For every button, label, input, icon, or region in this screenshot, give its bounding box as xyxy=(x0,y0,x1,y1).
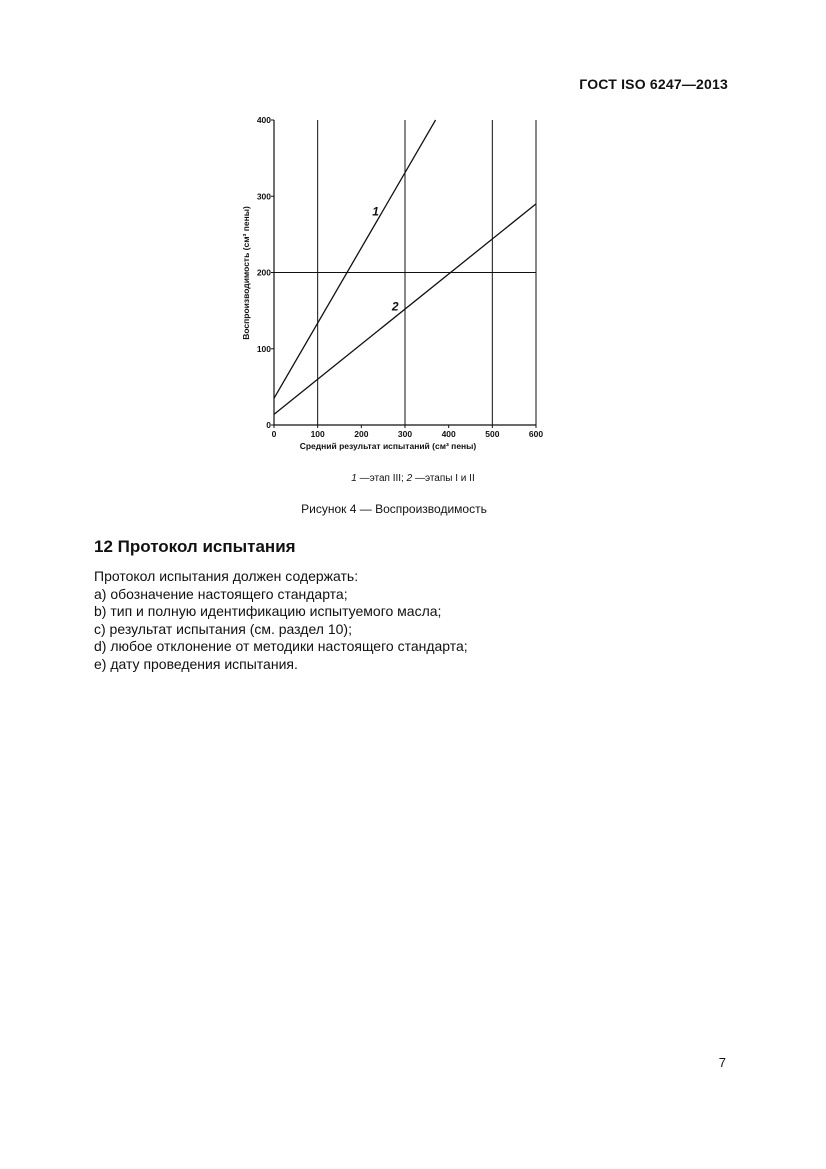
series-label-1: 1 xyxy=(372,204,379,219)
x-tick-label-400: 400 xyxy=(441,429,456,439)
y-tick-label-300: 300 xyxy=(256,191,271,202)
list-item: e) дату проведения испытания. xyxy=(94,655,298,672)
x-tick-label-300: 300 xyxy=(397,429,413,439)
reproducibility-chart xyxy=(230,108,560,458)
section-title: 12 Протокол испытания xyxy=(94,537,296,556)
x-tick-label-600: 600 xyxy=(528,429,544,439)
list-item: b) тип и полную идентификацию испытуемого масла; xyxy=(94,603,442,620)
legend-label-1: —этап III; xyxy=(356,473,407,484)
figure-legend xyxy=(0,473,826,484)
figure-caption: Рисунок 4 — Воспроизводимость xyxy=(301,502,487,516)
list-item: d) любое отклонение от методики настоящего стандарта; xyxy=(94,638,468,655)
x-tick-label-0: 0 xyxy=(271,429,277,439)
x-axis-label: Средний результат испытаний (см³ пены) xyxy=(299,441,477,451)
grid-layer xyxy=(274,120,536,425)
y-axis-label: Воспроизводимость (см³ пены) xyxy=(241,206,251,340)
y-tick-label-0: 0 xyxy=(266,420,271,430)
series-label-2: 2 xyxy=(391,299,399,314)
legend-number-1: 1 xyxy=(351,473,357,484)
section-intro: Протокол испытания должен содержать: xyxy=(94,568,359,584)
document-code: ГОСТ ISO 6247—2013 xyxy=(579,76,728,92)
list-item: c) результат испытания (см. раздел 10); xyxy=(94,620,352,637)
x-tick-label-100: 100 xyxy=(310,429,325,439)
section-body xyxy=(94,568,468,674)
legend-label-2: —этапы I и II xyxy=(412,473,475,484)
page-number: 7 xyxy=(718,1055,726,1070)
y-tick-label-200: 200 xyxy=(256,267,271,278)
list-item: a) обозначение настоящего стандарта; xyxy=(94,585,348,602)
tick-layer xyxy=(257,115,544,439)
x-tick-label-500: 500 xyxy=(485,429,500,439)
y-tick-label-400: 400 xyxy=(256,115,271,125)
x-tick-label-200: 200 xyxy=(354,429,369,439)
y-tick-label-100: 100 xyxy=(256,343,271,354)
series-line-1 xyxy=(274,120,436,398)
legend-number-2: 2 xyxy=(406,473,413,484)
